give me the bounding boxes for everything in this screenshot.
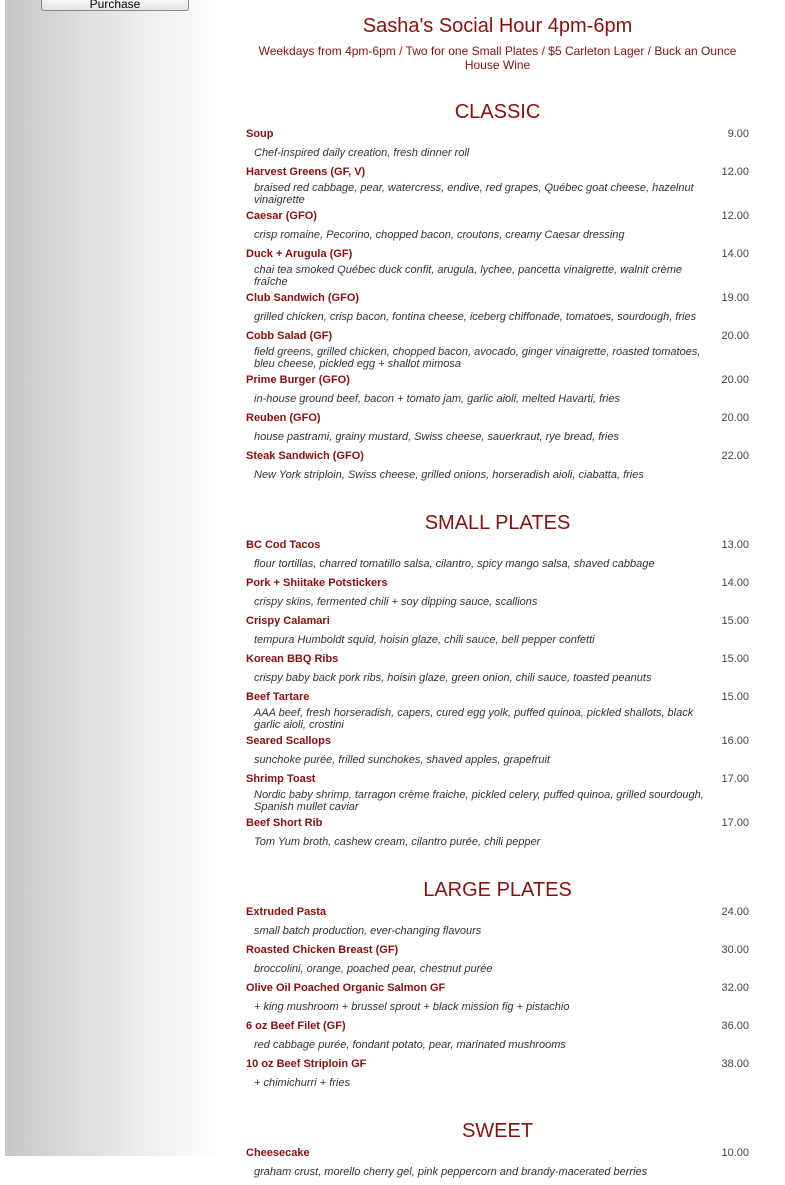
item-price: 14.00 — [721, 577, 749, 589]
item-price: 16.00 — [721, 735, 749, 747]
item-description: + king mushroom + brussel sprout + black mission fig + pistachio — [254, 1001, 570, 1013]
menu-item — [245, 691, 750, 735]
page-subtitle: Weekdays from 4pm-6pm / Two for one Small Plates / $5 Carleton Lager / Buck an Ounce House Wine — [258, 44, 737, 72]
menu-item — [245, 773, 750, 817]
item-description: braised red cabbage, pear, watercress, endive, red grapes, Québec goat cheese, hazelnut vinaigrette — [254, 182, 694, 206]
section-title-sweet: SWEET — [461, 1120, 534, 1142]
item-name: Roasted Chicken Breast (GF) — [246, 944, 399, 956]
item-price: 22.00 — [721, 450, 749, 462]
item-name: 6 oz Beef Filet (GF) — [246, 1020, 346, 1032]
menu-item — [245, 653, 750, 691]
section-items-sweet — [245, 1147, 750, 1185]
item-description: field greens, grilled chicken, chopped bacon, avocado, ginger vinaigrette, roasted tomatoes, bleu cheese, pickled egg + shallot mimosa — [254, 346, 701, 370]
item-description: crisp romaine, Pecorino, chopped bacon, croutons, creamy Caesar dressing — [254, 229, 625, 241]
item-description: grilled chicken, crisp bacon, fontina cheese, iceberg chiffonade, tomatoes, sourdough, fries — [254, 311, 697, 323]
item-name: BC Cod Tacos — [246, 539, 321, 551]
item-name: Soup — [246, 128, 274, 140]
item-price: 20.00 — [721, 374, 749, 386]
item-price: 30.00 — [721, 944, 749, 956]
menu-item — [245, 539, 750, 577]
menu-item — [245, 577, 750, 615]
item-description: flour tortillas, charred tomatillo salsa, cilantro, spicy mango salsa, shaved cabbage — [254, 558, 655, 570]
item-description: Tom Yum broth, cashew cream, cilantro purée, chili pepper — [254, 836, 541, 848]
item-price: 20.00 — [721, 412, 749, 424]
item-price: 36.00 — [721, 1020, 749, 1032]
item-price: 17.00 — [721, 817, 749, 829]
menu-content — [245, 0, 750, 1185]
item-price: 14.00 — [721, 248, 749, 260]
item-name: Reuben (GFO) — [246, 412, 321, 424]
menu-item — [245, 982, 750, 1020]
item-description: small batch production, ever-changing flavours — [254, 925, 482, 937]
item-price: 24.00 — [721, 906, 749, 918]
menu-item — [245, 817, 750, 855]
item-name: Olive Oil Poached Organic Salmon GF — [246, 982, 446, 994]
item-description: New York striploin, Swiss cheese, grilled onions, horseradish aioli, ciabatta, fries — [254, 469, 644, 481]
item-description: in-house ground beef, bacon + tomato jam, garlic aioli, melted Havarti, fries — [254, 393, 620, 405]
menu-item — [245, 248, 750, 292]
item-name: Korean BBQ Ribs — [246, 653, 339, 665]
menu-item — [245, 292, 750, 330]
item-description: sunchoke purée, frilled sunchokes, shaved apples, grapefruit — [254, 754, 550, 766]
item-price: 13.00 — [721, 539, 749, 551]
item-description: broccolini, orange, poached pear, chestnut purée — [254, 963, 493, 975]
menu-item — [245, 906, 750, 944]
item-description: crispy baby back pork ribs, hoisin glaze, green onion, chili sauce, toasted peanuts — [254, 672, 652, 684]
section-title-large-plates: LARGE PLATES — [423, 879, 572, 901]
page-title: Sasha's Social Hour 4pm-6pm — [362, 15, 633, 37]
item-price: 32.00 — [721, 982, 749, 994]
item-name: Beef Tartare — [246, 691, 310, 703]
sidebar — [5, 0, 245, 1156]
menu-item — [245, 735, 750, 773]
item-price: 20.00 — [721, 330, 749, 342]
menu-item — [245, 1020, 750, 1058]
item-description: chai tea smoked Québec duck confit, arugula, lychee, pancetta vinaigrette, walnit crème fraîche — [254, 264, 683, 288]
menu-item — [245, 1147, 750, 1185]
section-items-classic — [245, 128, 750, 488]
item-description: graham crust, morello cherry gel, pink peppercorn and brandy-macerated berries — [254, 1166, 648, 1178]
section-items-large-plates — [245, 906, 750, 1096]
item-price: 12.00 — [721, 210, 749, 222]
section-items-small-plates — [245, 539, 750, 855]
item-price: 15.00 — [721, 691, 749, 703]
purchase-button[interactable]: Purchase — [41, 0, 189, 11]
item-price: 17.00 — [721, 773, 749, 785]
item-price: 38.00 — [721, 1058, 749, 1070]
item-description: Nordic baby shrimp, tarragon crème fraiche, pickled celery, puffed quinoa, grilled sourdough, Spanish mullet caviar — [254, 789, 704, 813]
menu-header — [245, 0, 750, 72]
section-title-classic: CLASSIC — [454, 101, 541, 123]
item-price: 12.00 — [721, 166, 749, 178]
item-description: crispy skins, fermented chili + soy dipping sauce, scallions — [254, 596, 538, 608]
item-price: 15.00 — [721, 653, 749, 665]
item-name: Harvest Greens (GF, V) — [246, 166, 366, 178]
section-title-small-plates: SMALL PLATES — [424, 512, 571, 534]
item-name: 10 oz Beef Striploin GF — [246, 1058, 367, 1070]
item-name: Shrimp Toast — [246, 773, 316, 785]
item-name: Extruded Pasta — [246, 906, 327, 918]
item-price: 9.00 — [727, 128, 749, 140]
item-name: Duck + Arugula (GF) — [246, 248, 353, 260]
item-description: Chef-inspired daily creation, fresh dinner roll — [254, 147, 470, 159]
item-name: Steak Sandwich (GFO) — [246, 450, 364, 462]
menu-item — [245, 330, 750, 374]
menu-item — [245, 128, 750, 166]
item-price: 10.00 — [721, 1147, 749, 1159]
item-name: Cheesecake — [246, 1147, 310, 1159]
menu-item — [245, 412, 750, 450]
item-name: Club Sandwich (GFO) — [246, 292, 360, 304]
item-name: Cobb Salad (GF) — [246, 330, 333, 342]
menu-item — [245, 374, 750, 412]
item-price: 19.00 — [721, 292, 749, 304]
menu-item — [245, 166, 750, 210]
item-name: Beef Short Rib — [246, 817, 323, 829]
item-description: red cabbage purée, fondant potato, pear, marinated mushrooms — [254, 1039, 566, 1051]
menu-item — [245, 1058, 750, 1096]
item-name: Caesar (GFO) — [246, 210, 317, 222]
menu-item — [245, 615, 750, 653]
menu-item — [245, 944, 750, 982]
menu-item — [245, 450, 750, 488]
item-description: house pastrami, grainy mustard, Swiss cheese, sauerkraut, rye bread, fries — [254, 431, 619, 443]
item-name: Seared Scallops — [246, 735, 331, 747]
item-description: tempura Humboldt squid, hoisin glaze, chili sauce, bell pepper confetti — [254, 634, 595, 646]
item-name: Crispy Calamari — [246, 615, 330, 627]
menu-item — [245, 210, 750, 248]
item-description: + chimichurri + fries — [254, 1077, 350, 1089]
item-price: 15.00 — [721, 615, 749, 627]
item-name: Prime Burger (GFO) — [246, 374, 350, 386]
item-description: AAA beef, fresh horseradish, capers, cured egg yolk, puffed quinoa, pickled shallots, black garlic aioli, crostini — [254, 707, 694, 731]
item-name: Pork + Shiitake Potstickers — [246, 577, 388, 589]
